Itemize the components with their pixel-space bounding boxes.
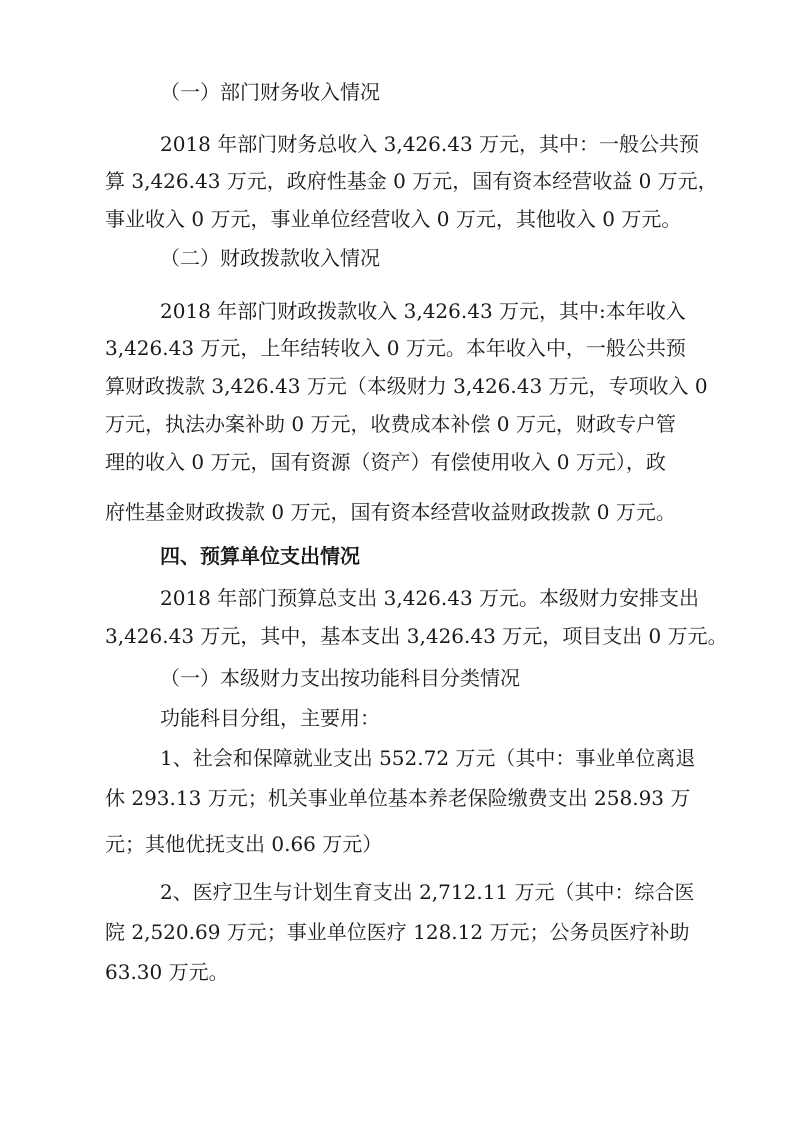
paragraph-line: 算 3,426.43 万元，政府性基金 0 万元，国有资本经营收益 0 万元， [105,169,718,193]
paragraph-line: 院 2,520.69 万元；事业单位医疗 128.12 万元；公务员医疗补助 [105,920,690,944]
paragraph-line: 万元，执法办案补助 0 万元，收费成本补偿 0 万元，财政专户管 [105,412,676,436]
section-heading-fiscal-income: （二）财政拨款收入情况 [160,246,380,270]
paragraph-line: 元；其他优抚支出 0.66 万元） [105,832,383,856]
paragraph-line: 事业收入 0 万元，事业单位经营收入 0 万元，其他收入 0 万元。 [105,207,682,231]
paragraph-line: 3,426.43 万元，其中，基本支出 3,426.43 万元，项目支出 0 万元。 [105,624,728,648]
paragraph-line: 休 293.13 万元；机关事业单位基本养老保险缴费支出 258.93 万 [105,786,691,810]
section-heading-functional-classification: （一）本级财力支出按功能科目分类情况 [160,666,520,690]
paragraph-line: 府性基金财政拨款 0 万元，国有资本经营收益财政拨款 0 万元。 [105,500,676,524]
paragraph-line: 3,426.43 万元，上年结转收入 0 万元。本年收入中，一般公共预 [105,336,686,360]
paragraph-line: 63.30 万元。 [105,960,229,984]
paragraph-line: 2018 年部门财政拨款收入 3,426.43 万元，其中:本年收入 [160,299,686,323]
paragraph-line: 2018 年部门预算总支出 3,426.43 万元。本级财力安排支出 [160,586,700,610]
list-item-social-security: 1、社会和保障就业支出 552.72 万元（其中：事业单位离退 [160,746,696,770]
section-heading-expenditure: 四、预算单位支出情况 [160,544,360,568]
paragraph-line: 2018 年部门财务总收入 3,426.43 万元，其中：一般公共预 [160,132,700,156]
paragraph-line: 理的收入 0 万元，国有资源（资产）有偿使用收入 0 万元），政 [105,450,666,474]
list-item-health: 2、医疗卫生与计划生育支出 2,712.11 万元（其中：综合医 [160,880,695,904]
paragraph-line: 算财政拨款 3,426.43 万元（本级财力 3,426.43 万元，专项收入 0 [105,374,708,398]
section-heading-department-income: （一）部门财务收入情况 [160,80,380,104]
paragraph-line: 功能科目分组，主要用： [160,706,380,730]
